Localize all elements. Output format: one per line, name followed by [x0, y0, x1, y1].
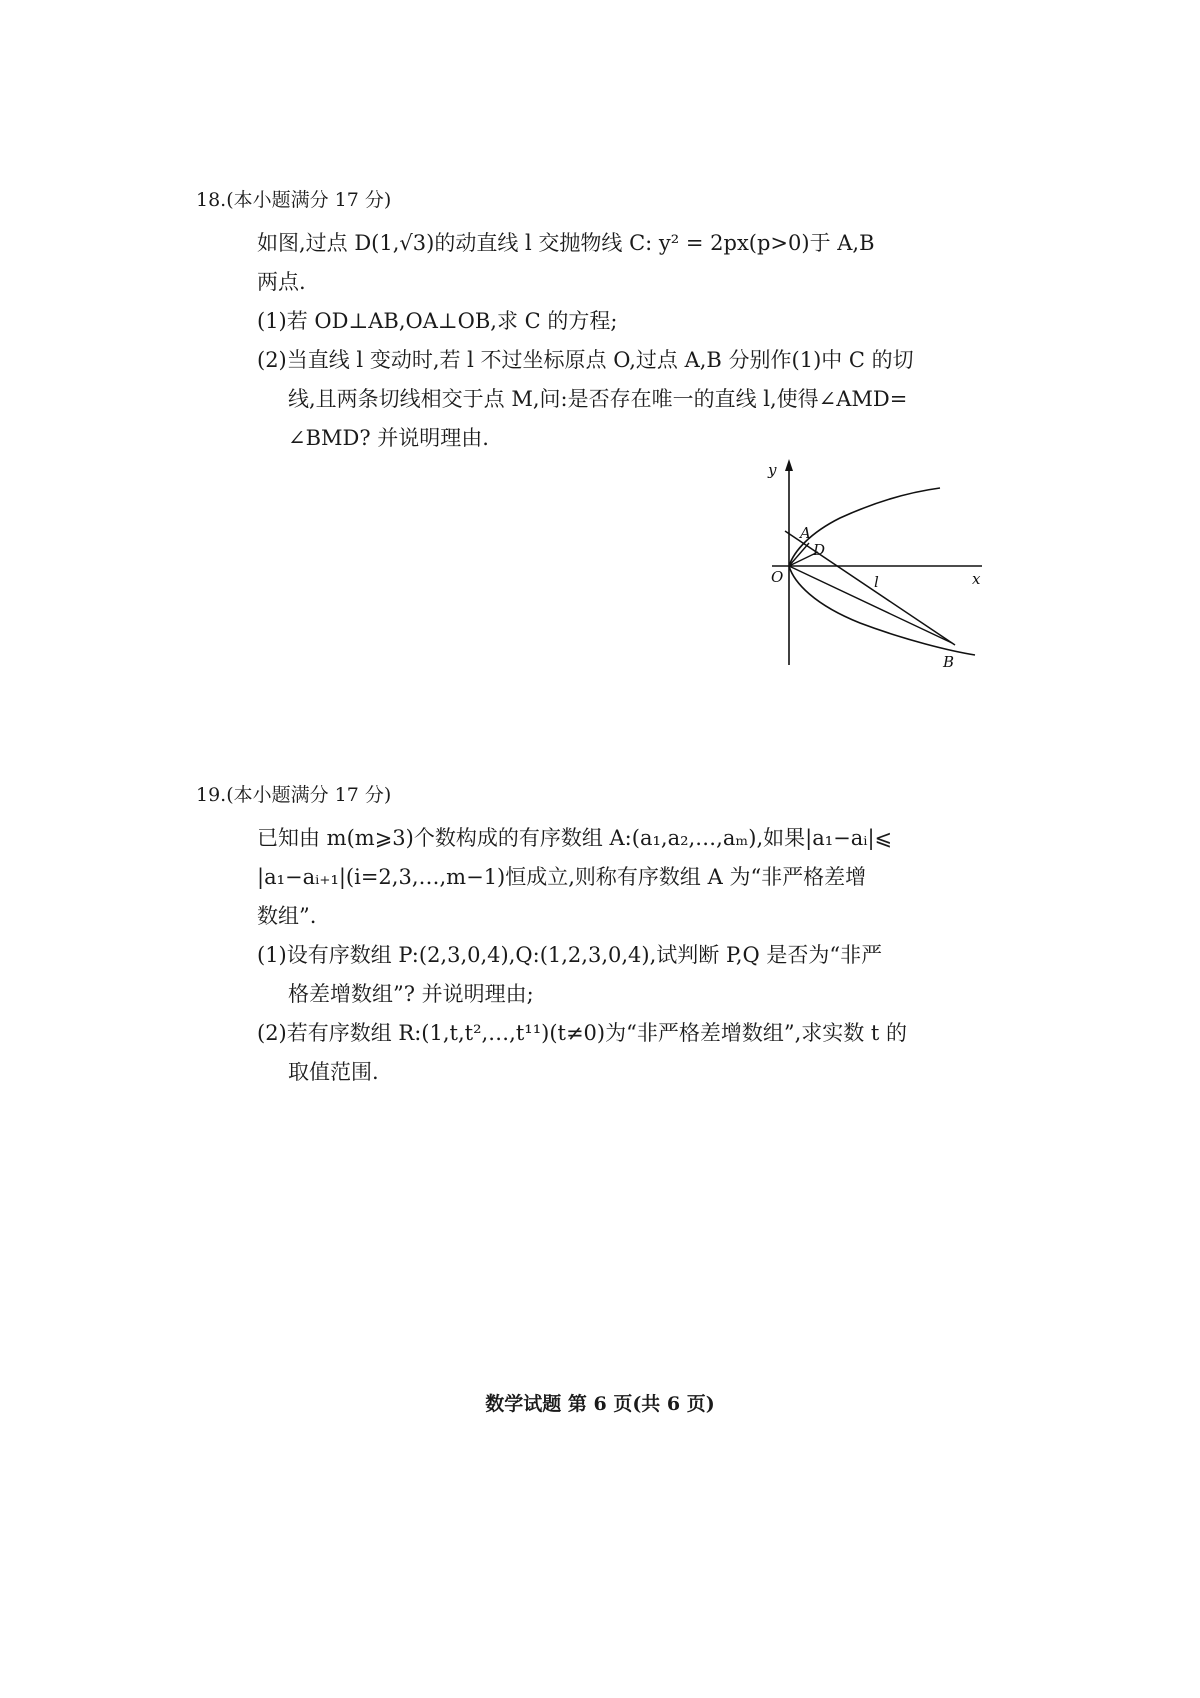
q19-header: 19.(本小题满分 17 分): [196, 784, 392, 806]
q19-part2-line-2: 取值范围.: [288, 1060, 379, 1084]
label-x: x: [972, 570, 981, 588]
q18-header: 18.(本小题满分 17 分): [196, 189, 392, 211]
q19-stem-line-3: 数组”.: [257, 904, 317, 928]
q19-stem-line-2: |a₁−aᵢ₊₁|(i=2,3,…,m−1)恒成立,则称有序数组 A 为“非严格差增: [257, 865, 867, 889]
q18-part1: (1)若 OD⊥AB,OA⊥OB,求 C 的方程;: [257, 309, 618, 333]
segment-ob: [789, 566, 952, 643]
q18-stem-line-1: 如图,过点 D(1,√3)的动直线 l 交抛物线 C: y² = 2px(p>0)于 A,B: [257, 231, 875, 255]
parabola-upper-branch: [789, 488, 940, 566]
label-a: A: [800, 524, 811, 542]
q19-stem-line-1: 已知由 m(m⩾3)个数构成的有序数组 A:(a₁,a₂,…,aₘ),如果|a₁−aᵢ|⩽: [257, 826, 893, 850]
page-footer: 数学试题 第 6 页(共 6 页): [485, 1393, 715, 1415]
parabola-figure: [760, 455, 992, 670]
line-l: [785, 531, 955, 645]
label-d: D: [813, 541, 826, 559]
q18-part2-line-3: ∠BMD? 并说明理由.: [288, 426, 489, 450]
label-l: l: [874, 573, 879, 591]
label-b: B: [943, 653, 955, 670]
q19-part1-line-1: (1)设有序数组 P:(2,3,0,4),Q:(1,2,3,0,4),试判断 P,Q 是否为“非严: [257, 943, 883, 967]
q18-part2-line-2: 线,且两条切线相交于点 M,问:是否存在唯一的直线 l,使得∠AMD=: [288, 387, 908, 411]
q18-stem-line-2: 两点.: [257, 270, 306, 294]
label-y: y: [768, 461, 777, 479]
segment-oa: [789, 543, 809, 566]
label-o: O: [771, 568, 784, 586]
y-axis-arrow-icon: [785, 459, 793, 471]
q19-part1-line-2: 格差增数组”? 并说明理由;: [288, 982, 534, 1006]
q18-part2-line-1: (2)当直线 l 变动时,若 l 不过坐标原点 O,过点 A,B 分别作(1)中 C 的切: [257, 348, 914, 372]
q19-part2-line-1: (2)若有序数组 R:(1,t,t²,…,t¹¹)(t≠0)为“非严格差增数组”,求实数 t 的: [257, 1021, 908, 1045]
